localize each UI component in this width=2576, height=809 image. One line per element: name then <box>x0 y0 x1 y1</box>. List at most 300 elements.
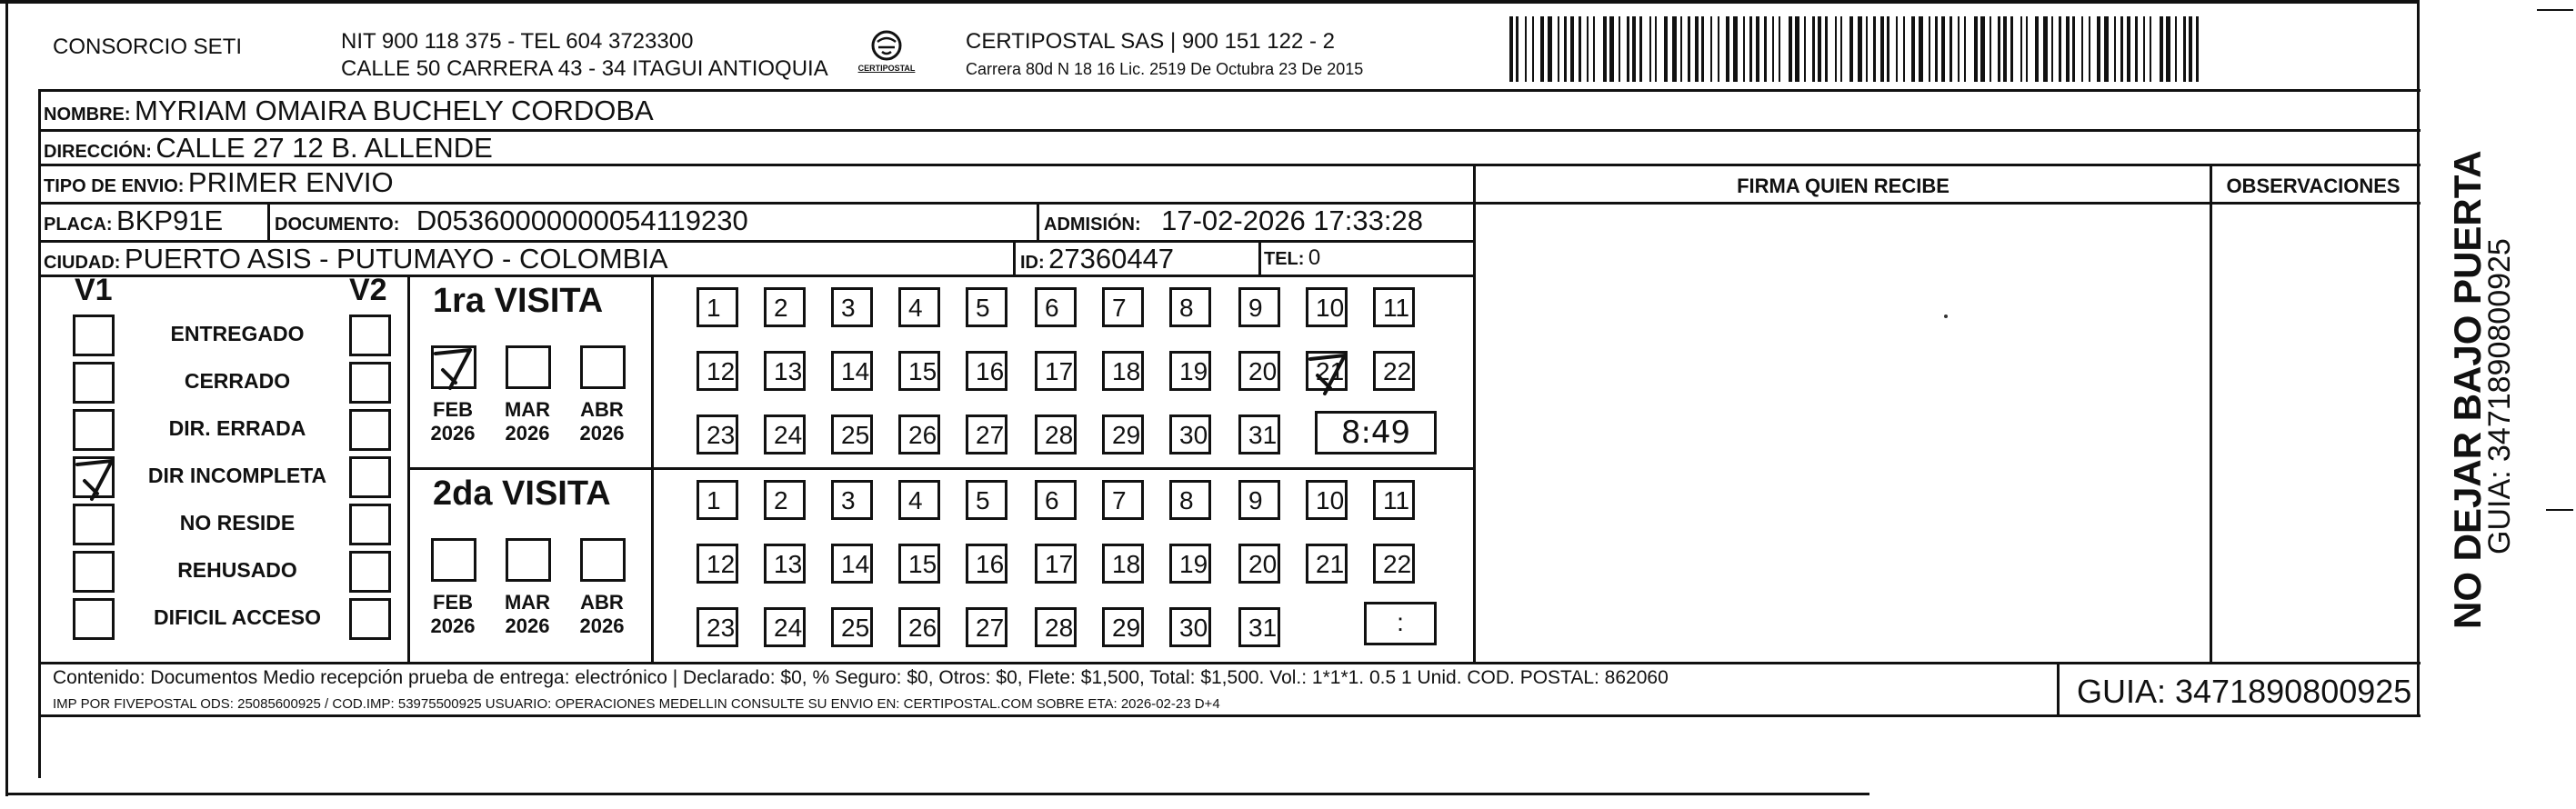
day-box[interactable] <box>831 544 873 584</box>
day-box[interactable] <box>966 287 1007 327</box>
month-label <box>575 398 629 445</box>
month-label <box>575 591 629 638</box>
barcode-bar <box>1558 16 1559 82</box>
day-number: 31 <box>1248 421 1278 449</box>
barcode-bar <box>1570 16 1574 82</box>
day-number: 13 <box>774 550 803 578</box>
day-box[interactable] <box>898 351 940 391</box>
month-checkbox[interactable] <box>506 538 551 582</box>
day-box[interactable] <box>764 287 806 327</box>
month-label <box>426 398 480 445</box>
day-box[interactable] <box>1238 351 1280 391</box>
day-box[interactable] <box>1035 351 1077 391</box>
ciudad-row <box>44 243 668 275</box>
month-checkbox[interactable] <box>431 538 476 582</box>
day-number: 4 <box>908 486 923 514</box>
day-box[interactable] <box>831 607 873 647</box>
footer-guia-divider <box>2057 662 2060 716</box>
day-number: 29 <box>1112 614 1141 642</box>
day-box[interactable] <box>966 414 1007 454</box>
day-number: 24 <box>774 614 803 642</box>
barcode-bar <box>1804 16 1806 82</box>
barcode-bar <box>1516 16 1519 82</box>
barcode-bar <box>1818 16 1821 82</box>
visit-1-title: 1ra VISITA <box>433 282 604 320</box>
barcode-bar <box>2104 16 2109 82</box>
barcode-bar <box>1840 16 1842 82</box>
nombre-value: MYRIAM OMAIRA BUCHELY CORDOBA <box>135 95 654 126</box>
month-checkbox[interactable] <box>431 345 476 389</box>
v1-checkbox[interactable] <box>73 456 115 498</box>
day-box[interactable] <box>1373 287 1415 327</box>
day-box[interactable] <box>1035 480 1077 520</box>
tel-value: 0 <box>1308 245 1321 270</box>
barcode-bar <box>1525 16 1527 82</box>
v2-checkbox[interactable] <box>349 551 391 593</box>
tipo-row <box>44 166 394 199</box>
id-label: ID: <box>1020 253 1045 273</box>
day-box[interactable] <box>1102 414 1144 454</box>
day-box[interactable] <box>898 287 940 327</box>
barcode-bar <box>1540 16 1544 82</box>
certipostal-logo-icon <box>846 27 927 82</box>
day-number: 1 <box>707 294 721 322</box>
barcode-bar <box>1509 16 1513 82</box>
day-box[interactable] <box>966 351 1007 391</box>
barcode-bar <box>2183 16 2186 82</box>
day-number: 14 <box>841 357 870 385</box>
day-number: 3 <box>841 294 856 322</box>
day-box[interactable] <box>831 351 873 391</box>
nit-line: NIT 900 118 375 - TEL 604 3723300 <box>341 29 694 54</box>
day-number: 18 <box>1112 357 1141 385</box>
form-right-line <box>2417 89 2420 716</box>
day-number: 6 <box>1045 294 1059 322</box>
day-box[interactable] <box>697 351 738 391</box>
barcode-bar <box>1609 16 1614 82</box>
day-box[interactable] <box>966 607 1007 647</box>
day-box[interactable] <box>1238 414 1280 454</box>
month-name: ABR <box>580 591 624 614</box>
day-number: 28 <box>1045 421 1074 449</box>
day-number: 19 <box>1179 550 1208 578</box>
day-box[interactable] <box>1238 544 1280 584</box>
barcode-bar <box>2020 16 2022 82</box>
day-box[interactable] <box>697 607 738 647</box>
day-number: 10 <box>1316 294 1345 322</box>
certipostal-line-1: CERTIPOSTAL SAS | 900 151 122 - 2 <box>966 29 1335 54</box>
barcode-bar <box>1990 16 1991 82</box>
day-number: 6 <box>1045 486 1059 514</box>
admision-label: ADMISIÓN: <box>1044 215 1141 235</box>
day-box[interactable] <box>1306 544 1348 584</box>
barcode-bar <box>2114 16 2116 82</box>
id-row <box>1020 243 1174 275</box>
day-box[interactable] <box>831 414 873 454</box>
barcode-bar <box>1964 16 1966 82</box>
month-label <box>500 591 555 638</box>
day-box[interactable] <box>764 544 806 584</box>
address-line: CALLE 50 CARRERA 43 - 34 ITAGUI ANTIOQUIA <box>341 56 828 81</box>
barcode-bar <box>2127 16 2130 82</box>
barcode-bar <box>1911 16 1915 82</box>
day-box[interactable] <box>1238 287 1280 327</box>
barcode-bar <box>1880 16 1884 82</box>
day-number: 22 <box>1383 550 1412 578</box>
day-box[interactable] <box>697 544 738 584</box>
day-number: 20 <box>1248 550 1278 578</box>
barcode-bar <box>1749 16 1752 82</box>
barcode-bar <box>1664 16 1668 82</box>
side-warning-text: NO DEJAR BAJO PUERTA <box>2446 150 2489 629</box>
visit-2-time: : <box>1397 608 1404 636</box>
day-number: 20 <box>1248 357 1278 385</box>
footer-top-line <box>38 662 2421 664</box>
bottom-border <box>5 793 1869 795</box>
status-label: NO RESIDE <box>179 511 296 534</box>
barcode-bar <box>2135 16 2138 82</box>
barcode-bar <box>1835 16 1837 82</box>
day-box[interactable] <box>898 414 940 454</box>
day-number: 7 <box>1112 294 1127 322</box>
company-name: CONSORCIO SETI <box>53 35 243 59</box>
day-box[interactable] <box>1102 607 1144 647</box>
firma-header: FIRMA QUIEN RECIBE <box>1737 175 1950 197</box>
barcode-bar <box>1756 16 1759 82</box>
v1-checkbox[interactable] <box>73 551 115 593</box>
day-number: 16 <box>976 357 1005 385</box>
direccion-value: CALLE 27 12 B. ALLENDE <box>155 132 493 164</box>
barcode <box>1509 16 2200 82</box>
day-number: 16 <box>976 550 1005 578</box>
month-year: 2026 <box>579 422 625 444</box>
barcode-bar <box>1710 16 1712 82</box>
day-number: 5 <box>976 294 990 322</box>
v2-checkbox[interactable] <box>349 456 391 498</box>
day-box[interactable] <box>898 607 940 647</box>
barcode-bar <box>2051 16 2053 82</box>
barcode-bar <box>1919 16 1923 82</box>
month-name: FEB <box>433 591 473 614</box>
barcode-bar <box>1980 16 1985 82</box>
day-number: 23 <box>707 421 736 449</box>
day-number: 19 <box>1179 357 1208 385</box>
tipo-value: PRIMER ENVIO <box>187 166 394 198</box>
day-number: 10 <box>1316 486 1345 514</box>
day-box[interactable] <box>898 480 940 520</box>
status-label: CERRADO <box>184 369 291 393</box>
day-box[interactable] <box>1169 480 1211 520</box>
footer-guia: GUIA: 3471890800925 <box>2077 673 2412 710</box>
barcode-bar <box>1632 16 1636 82</box>
day-box[interactable] <box>697 480 738 520</box>
tel-row <box>1264 245 1320 271</box>
month-name: MAR <box>504 398 551 421</box>
ciudad-value: PUERTO ASIS - PUTUMAYO - COLOMBIA <box>124 243 668 275</box>
status-label: ENTREGADO <box>170 322 305 345</box>
barcode-bar <box>1701 16 1704 82</box>
barcode-bar <box>1779 16 1780 82</box>
barcode-bar <box>2059 16 2061 82</box>
certipostal-line-2: Carrera 80d N 18 16 Lic. 2519 De Octubra 23 De 2015 <box>966 60 1364 78</box>
barcode-bar <box>1733 16 1738 82</box>
day-box[interactable] <box>1169 607 1211 647</box>
barcode-bar <box>2072 16 2075 82</box>
month-year: 2026 <box>430 422 476 444</box>
day-number: 30 <box>1179 614 1208 642</box>
footer-line-2: IMP POR FIVEPOSTAL ODS: 25085600925 / COD.IMP: 53975500925 USUARIO: OPERACIONES MEDELLIN CONSULTE SU ENVIO EN: CERTIPOSTAL.COM SOBRE ETA: 2026-02-23 D+4 <box>53 696 1220 712</box>
month-name: FEB <box>433 398 473 421</box>
day-number: 17 <box>1045 357 1074 385</box>
day-number: 12 <box>707 550 736 578</box>
barcode-bar <box>1812 16 1815 82</box>
barcode-bar <box>1627 16 1629 82</box>
day-box[interactable] <box>1306 287 1348 327</box>
day-number: 27 <box>976 421 1005 449</box>
barcode-bar <box>1935 16 1938 82</box>
day-box[interactable] <box>1169 544 1211 584</box>
barcode-bar <box>1887 16 1889 82</box>
barcode-bar <box>1532 16 1534 82</box>
day-box[interactable] <box>1306 480 1348 520</box>
barcode-bar <box>1587 16 1589 82</box>
day-box[interactable] <box>966 480 1007 520</box>
month-label <box>426 591 480 638</box>
tel-label: TEL: <box>1264 249 1305 269</box>
day-number: 13 <box>774 357 803 385</box>
firma-divider <box>1473 164 1476 662</box>
barcode-bar <box>1680 16 1682 82</box>
barcode-bar <box>2043 16 2048 82</box>
day-number: 23 <box>707 614 736 642</box>
day-box[interactable] <box>1238 480 1280 520</box>
barcode-bar <box>1564 16 1567 82</box>
day-box[interactable] <box>764 351 806 391</box>
id-value: 27360447 <box>1048 243 1175 275</box>
status-label: REHUSADO <box>177 558 297 582</box>
left-border <box>5 0 8 796</box>
month-year: 2026 <box>579 614 625 637</box>
barcode-bar <box>2150 16 2151 82</box>
barcode-bar <box>1825 16 1828 82</box>
barcode-bar <box>1593 16 1595 82</box>
v1-checkbox[interactable] <box>73 315 115 356</box>
visit-1-time: 8:49 <box>1340 414 1411 451</box>
day-number: 1 <box>707 486 721 514</box>
month-year: 2026 <box>505 422 550 444</box>
day-box[interactable] <box>764 480 806 520</box>
visit-2-time-box[interactable] <box>1364 602 1437 645</box>
day-box[interactable] <box>1035 287 1077 327</box>
v2-checkbox[interactable] <box>349 315 391 356</box>
side-guia-text: GUIA: 3471890800925 <box>2482 238 2517 554</box>
documento-row <box>275 205 748 237</box>
admision-row <box>1044 205 1423 237</box>
barcode-bar <box>1688 16 1690 82</box>
form-top-line <box>38 89 2421 92</box>
day-box[interactable] <box>1102 544 1144 584</box>
day-number: 3 <box>841 486 856 514</box>
form-left-line <box>38 89 41 778</box>
placa-value: BKP91E <box>116 205 224 236</box>
day-box[interactable] <box>697 414 738 454</box>
day-number: 21 <box>1316 357 1345 385</box>
barcode-bar <box>2026 16 2028 82</box>
day-box[interactable] <box>1169 351 1211 391</box>
nombre-label: NOMBRE: <box>44 105 131 125</box>
barcode-bar <box>1603 16 1607 82</box>
day-box[interactable] <box>1102 480 1144 520</box>
barcode-bar <box>2010 16 2013 82</box>
certipostal-logo <box>846 27 927 82</box>
month-label <box>500 398 555 445</box>
barcode-bar <box>1726 16 1729 82</box>
barcode-bar <box>1548 16 1552 82</box>
day-number: 27 <box>976 614 1005 642</box>
v2-label: V2 <box>349 273 387 307</box>
v1-checkbox[interactable] <box>73 362 115 404</box>
day-number: 30 <box>1179 421 1208 449</box>
day-box[interactable] <box>1169 287 1211 327</box>
day-number: 9 <box>1248 486 1263 514</box>
day-number: 11 <box>1383 486 1410 514</box>
barcode-bar <box>1858 16 1862 82</box>
day-box[interactable] <box>1169 414 1211 454</box>
day-box[interactable] <box>1306 351 1348 391</box>
day-box[interactable] <box>1238 607 1280 647</box>
day-number: 29 <box>1112 421 1141 449</box>
month-name: ABR <box>580 398 624 421</box>
day-box[interactable] <box>831 480 873 520</box>
barcode-bar <box>1896 16 1898 82</box>
observaciones-divider <box>2210 164 2212 662</box>
ciudad-label: CIUDAD: <box>44 253 121 273</box>
barcode-bar <box>1941 16 1945 82</box>
day-number: 5 <box>976 486 990 514</box>
status-label: DIR. ERRADA <box>168 416 306 440</box>
documento-label: DOCUMENTO: <box>275 215 400 235</box>
barcode-bar <box>2175 16 2177 82</box>
barcode-bar <box>1950 16 1952 82</box>
day-box[interactable] <box>764 607 806 647</box>
barcode-bar <box>2160 16 2163 82</box>
day-box[interactable] <box>1373 480 1415 520</box>
v2-checkbox[interactable] <box>349 504 391 545</box>
tipo-label: TIPO DE ENVIO: <box>44 176 185 196</box>
barcode-bar <box>1639 16 1642 82</box>
footer-bottom-line <box>38 714 2421 717</box>
barcode-bar <box>2097 16 2100 82</box>
day-number: 4 <box>908 294 923 322</box>
direccion-row <box>44 132 493 165</box>
day-box[interactable] <box>1102 351 1144 391</box>
day-number: 15 <box>908 550 937 578</box>
v1-checkbox[interactable] <box>73 504 115 545</box>
barcode-bar <box>2003 16 2007 82</box>
month-checkbox[interactable] <box>506 345 551 389</box>
day-box[interactable] <box>1035 607 1077 647</box>
day-box[interactable] <box>1102 287 1144 327</box>
day-box[interactable] <box>764 414 806 454</box>
day-number: 7 <box>1112 486 1127 514</box>
day-number: 25 <box>841 614 870 642</box>
day-number: 21 <box>1316 550 1345 578</box>
v2-checkbox[interactable] <box>349 409 391 451</box>
day-box[interactable] <box>1373 544 1415 584</box>
day-number: 31 <box>1248 614 1278 642</box>
month-checkbox[interactable] <box>580 538 626 582</box>
direccion-label: DIRECCIÓN: <box>44 142 152 162</box>
day-box[interactable] <box>966 544 1007 584</box>
v2-checkbox[interactable] <box>349 598 391 640</box>
barcode-bar <box>1903 16 1905 82</box>
admision-value: 17-02-2026 17:33:28 <box>1161 205 1423 236</box>
day-box[interactable] <box>1373 351 1415 391</box>
v1-checkbox[interactable] <box>73 598 115 640</box>
day-box[interactable] <box>697 287 738 327</box>
barcode-bar <box>1743 16 1745 82</box>
barcode-bar <box>1655 16 1657 82</box>
day-number: 24 <box>774 421 803 449</box>
barcode-bar <box>2143 16 2145 82</box>
v1-checkbox[interactable] <box>73 409 115 451</box>
v2-checkbox[interactable] <box>349 362 391 404</box>
barcode-bar <box>1718 16 1719 82</box>
barcode-bar <box>1789 16 1792 82</box>
day-number: 9 <box>1248 294 1263 322</box>
admision-divider <box>1037 202 1039 240</box>
barcode-bar <box>1958 16 1960 82</box>
day-number: 8 <box>1179 294 1194 322</box>
placa-row <box>44 205 223 237</box>
day-number: 25 <box>841 421 870 449</box>
barcode-bar <box>1672 16 1677 82</box>
edge-mark-top <box>2537 9 2573 11</box>
row2-line <box>38 164 2421 166</box>
day-box[interactable] <box>831 287 873 327</box>
side-guia <box>2482 238 2518 554</box>
barcode-bar <box>1695 16 1699 82</box>
day-box[interactable] <box>1035 414 1077 454</box>
barcode-bar <box>1772 16 1774 82</box>
barcode-bar <box>2166 16 2170 82</box>
visit-1-time-box[interactable] <box>1315 411 1437 454</box>
barcode-bar <box>1764 16 1767 82</box>
barcode-bar <box>1929 16 1930 82</box>
day-number: 26 <box>908 421 937 449</box>
month-year: 2026 <box>505 614 550 637</box>
day-number: 15 <box>908 357 937 385</box>
barcode-bar <box>1873 16 1876 82</box>
barcode-bar <box>1579 16 1581 82</box>
day-number: 18 <box>1112 550 1141 578</box>
footer-line-1: Contenido: Documentos Medio recepción prueba de entrega: electrónico | Declarado: $0, % Seguro: $0, Otros: $0, Flete: $1,500, Total: $1,500. Vol.: 1*1*1. 0.5 1 Unid. COD. POSTAL: 862060 <box>53 667 1669 688</box>
documento-value: D05360000000054119230 <box>416 205 748 236</box>
visit-2-title: 2da VISITA <box>433 474 611 513</box>
day-number: 2 <box>774 294 788 322</box>
status-label: DIR INCOMPLETA <box>147 464 327 487</box>
tel-divider <box>1258 240 1261 275</box>
month-year: 2026 <box>430 614 476 637</box>
month-checkbox[interactable] <box>580 345 626 389</box>
barcode-bar <box>1849 16 1853 82</box>
day-number: 12 <box>707 357 736 385</box>
day-number: 26 <box>908 614 937 642</box>
month-name: MAR <box>504 591 551 614</box>
barcode-bar <box>1649 16 1651 82</box>
day-box[interactable] <box>1035 544 1077 584</box>
day-box[interactable] <box>898 544 940 584</box>
